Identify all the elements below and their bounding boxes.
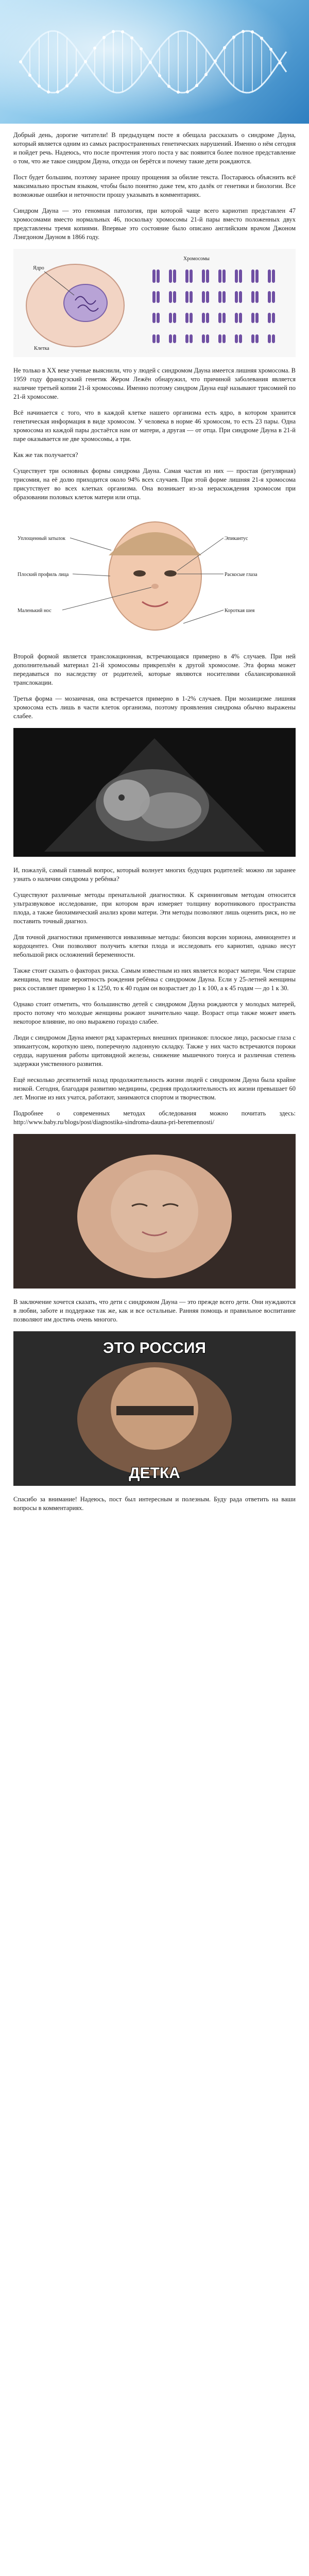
chromosome <box>152 334 156 343</box>
dna-node <box>28 74 31 77</box>
meme-image <box>13 1331 296 1486</box>
meme-bottom-text: ДЕТКА <box>129 1465 180 1482</box>
feature-label: Плоский профиль лица <box>18 572 69 578</box>
chromosome <box>206 291 209 303</box>
article-paragraph: Третья форма — мозаичная, она встречается примерно в 1-2% случаев. При мозаицизме лишняя хромосома есть лишь в части клеток организма, поэтому проявления синдрома обычно выражены слабее. <box>13 695 296 720</box>
chromosome <box>235 334 238 343</box>
dna-illustration <box>0 0 309 124</box>
chromosome <box>222 269 226 283</box>
chromosome <box>157 269 160 283</box>
article-paragraph: Пост будет большим, поэтому заранее прошу прощения за обилие текста. Постараюсь объяснить всё максимально простым языком, чтобы было понятно даже тем, кто далёк от генетики и биологии. Все возможные ошибки и неточности прошу указывать в комментариях. <box>13 174 296 198</box>
chromosome <box>157 291 160 303</box>
chromosome <box>169 334 172 343</box>
article-paragraph: Подробнее о современных методах обследования можно почитать здесь: http://www.baby.ru/blogs/post/diagnostika-sindroma-dauna-pri-beremennosti/ <box>13 1110 296 1126</box>
feature-label: Маленький нос <box>18 608 52 614</box>
chromosome <box>272 269 275 283</box>
chromosome <box>152 269 156 283</box>
chromosome <box>185 313 188 323</box>
meme-figure <box>13 1331 296 1486</box>
dna-node <box>140 47 143 50</box>
dna-node <box>130 37 133 40</box>
dna-node <box>84 60 87 63</box>
article-paragraph: Синдром Дауна — это геномная патология, при которой чаще всего кариотип представлен 47 хромосомами вместо нормальных 46, поскольку хромосомы 21-й пары вместо положенных двух представлены тремя копиями. Впервые это состояние было описано английским врачом Джоном Лэнгдоном Дауном в 1866 году. <box>13 207 296 241</box>
dna-node <box>56 90 59 93</box>
chromosome <box>185 334 188 343</box>
chromosome <box>239 334 242 343</box>
chromosome <box>255 313 259 323</box>
chromosome <box>268 334 271 343</box>
chromosome <box>235 291 238 303</box>
child-features-figure <box>13 509 296 643</box>
child-features-illustration <box>13 509 296 643</box>
newborn-illustration <box>13 1134 296 1289</box>
chromosome <box>239 313 242 323</box>
dna-node <box>232 36 235 39</box>
dna-node <box>149 61 152 64</box>
chromosome <box>251 313 254 323</box>
chromosome <box>272 313 275 323</box>
dna-node <box>242 30 245 33</box>
dna-node <box>158 74 161 77</box>
chromosome <box>157 334 160 343</box>
dna-node <box>269 48 272 51</box>
chromosome <box>222 334 226 343</box>
chromosome <box>268 291 271 303</box>
chromosome <box>218 334 221 343</box>
dna-node <box>204 73 208 76</box>
article-paragraph: Второй формой является транслокационная, встречающаяся примерно в 4% случаев. При ней дополнительный материал 21-й хромосомы прикреплён к другой хромосоме. Эта форма может передаваться по наследству от родителей, которые являются носителями сбалансированной транслокации. <box>13 653 296 686</box>
chromosome <box>190 313 193 323</box>
chromosome <box>169 291 172 303</box>
chromosome <box>268 313 271 323</box>
article-paragraph: В заключение хочется сказать, что дети с синдромом Дауна — это прежде всего дети. Они нуждаются в любви, заботе и поддержке так же, как и все остальные. Ранняя помощь и правильное воспитание позволяют им достичь очень многого. <box>13 1298 296 1323</box>
dna-node <box>65 84 68 88</box>
chromosome <box>202 313 205 323</box>
karyotype-figure <box>13 249 296 357</box>
chromosome <box>218 269 221 283</box>
chromosome <box>235 269 238 283</box>
nucleus-label: Ядро <box>33 265 44 271</box>
chromosome <box>173 313 176 323</box>
chromosome <box>190 334 193 343</box>
chromosome <box>235 313 238 323</box>
chromosome <box>157 313 160 323</box>
chromosome <box>239 291 242 303</box>
ultrasound-figure <box>13 728 296 857</box>
chromosome <box>239 269 242 283</box>
chromosome <box>173 269 176 283</box>
article-paragraph: Спасибо за внимание! Надеюсь, пост был интересным и полезным. Буду рада ответить на ваши вопросы в комментариях. <box>13 1496 296 1512</box>
chromosome <box>202 269 205 283</box>
chromosome <box>255 291 259 303</box>
chromosome <box>152 291 156 303</box>
article-body <box>0 124 309 1513</box>
dna-node <box>167 85 170 88</box>
article-paragraph: Существуют различные методы пренатальной диагностики. К скрининговым методам относится ультразвуковое исследование, при котором врач измеряет толщину воротникового пространства плода, а также биохимический анализ крови матери. Эти методы позволяют лишь оценить риск, но не поставить точный диагноз. <box>13 891 296 925</box>
chromosome <box>206 269 209 283</box>
dna-node <box>260 37 263 40</box>
feature-label: Короткая шея <box>225 608 255 614</box>
chromosome <box>152 313 156 323</box>
chromosome <box>222 313 226 323</box>
dna-node <box>195 84 198 87</box>
meme-top-text: ЭТО РОССИЯ <box>103 1340 206 1357</box>
dna-node <box>279 61 282 64</box>
chromosome <box>190 269 193 283</box>
dna-node <box>177 91 180 94</box>
article-paragraph: Как же так получается? <box>13 451 78 459</box>
dna-node <box>102 36 106 39</box>
feature-label: Уплощенный затылок <box>18 536 66 541</box>
dna-node <box>47 91 50 94</box>
chromosome <box>255 334 259 343</box>
chromosome <box>255 269 259 283</box>
article-paragraph: Существует три основных формы синдрома Дауна. Самая частая из них — простая (регулярная) трисомия, на её долю приходится около 94% всех случаев. При этой форме лишняя 21-я хромосома присутствует во всех клетках организма. Она возникает из-за нерасхождения хромосом при образовании половых клеток матери или отца. <box>13 467 296 501</box>
chromosome <box>206 313 209 323</box>
ultrasound-illustration <box>13 728 296 857</box>
chromosome <box>268 269 271 283</box>
chromosome <box>251 334 254 343</box>
chromosome <box>173 334 176 343</box>
feature-label: Раскосые глаза <box>225 572 258 578</box>
article-paragraph: И, пожалуй, самый главный вопрос, который волнует многих будущих родителей: можно ли заранее узнать о наличии синдрома у ребёнка? <box>13 867 296 883</box>
chromosome <box>190 291 193 303</box>
article-paragraph: Не только в XX веке ученые выяснили, что у людей с синдромом Дауна имеется лишняя хромосома. В 1959 году французский генетик Жером Лежён обнаружил, что причиной заболевания является наличие третьей копии 21-й хромосомы. Именно поэтому синдром Дауна ещё называют трисомией по 21-й хромосоме. <box>13 367 296 400</box>
dna-node <box>112 30 115 33</box>
newborn-figure <box>13 1134 296 1289</box>
chromosome <box>185 269 188 283</box>
chromosome <box>202 334 205 343</box>
dna-node <box>75 74 78 77</box>
dna-node <box>19 60 22 63</box>
nucleus-illustration <box>64 284 107 321</box>
dna-node <box>93 46 96 49</box>
chromosome <box>251 269 254 283</box>
chromosome <box>222 291 226 303</box>
article-paragraph: Для точной диагностики применяются инвазивные методы: биопсия ворсин хориона, амниоцентез и кордоцентез. Они позволяют получить клетки плода и исследовать его кариотип, однако несут небольшой риск осложнений беременности. <box>13 934 296 958</box>
dna-node <box>251 30 254 33</box>
karyotype-illustration <box>13 249 296 357</box>
article-paragraph: Однако стоит отметить, что большинство детей с синдромом Дауна рождаются у молодых матерей, просто потому что молодые женщины рожают значительно чаще. Возраст отца также может иметь некоторое влияние, но оно выражено гораздо слабее. <box>13 1001 296 1025</box>
article-paragraph: Люди с синдромом Дауна имеют ряд характерных внешних признаков: плоское лицо, раскосые глаза с эпикантусом, короткую шею, поперечную ладонную складку. Также у них часто встречаются пороки сердца, нарушения работы щитовидной железы, снижение мышечного тонуса и различная степень задержки умственного развития. <box>13 1034 296 1067</box>
chromosome <box>272 291 275 303</box>
dna-node <box>121 30 124 33</box>
chromosome <box>218 313 221 323</box>
chromosome <box>206 334 209 343</box>
cell-label: Клетка <box>34 346 49 351</box>
article-paragraph: Ещё несколько десятилетий назад продолжительность жизни людей с синдромом Дауна была крайне низкой. Сегодня, благодаря развитию медицины, средняя продолжительность их жизни превышает 60 лет. Многие из них учатся, работают, занимаются спортом и творчеством. <box>13 1076 296 1101</box>
feature-label: Эпикантус <box>225 536 248 541</box>
chromosome <box>202 291 205 303</box>
chromosome <box>185 291 188 303</box>
article-paragraph: Всё начинается с того, что в каждой клетке нашего организма есть ядро, в котором хранится генетическая информация в виде хромосом. У человека в норме 46 хромосом, то есть 23 пары. Одна хромосома из каждой пары достаётся нам от матери, а другая — от отца. При синдроме Дауна в 21-й паре оказывается не две хромосомы, а три. <box>13 409 296 443</box>
article-paragraph: Добрый день, дорогие читатели! В предыдущем посте я обещала рассказать о синдроме Дауна, который является одним из самых распространенных генетических нарушений. Именно о нём сегодня и пойдет речь. Надеюсь, что после прочтения этого поста у вас появится более полное представление о том, что же такое синдром Дауна, откуда он берётся и почему такие дети рождаются. <box>13 131 296 165</box>
dna-hero-image <box>0 0 309 124</box>
article-paragraph: Также стоит сказать о факторах риска. Самым известным из них является возраст матери. Чем старше женщина, тем выше вероятность рождения ребёнка с синдромом Дауна. Если у 25-летней женщины риск составляет примерно 1 к 1250, то к 40 годам он возрастает до 1 к 100, а к 45 годам — до 1 к 30. <box>13 967 296 992</box>
chromosome <box>218 291 221 303</box>
dna-node <box>223 46 226 49</box>
chromosome <box>169 313 172 323</box>
chromosome <box>251 291 254 303</box>
chromosome <box>272 334 275 343</box>
dna-node <box>214 60 217 63</box>
chromosome <box>173 291 176 303</box>
dna-node <box>38 84 41 88</box>
dna-node <box>186 90 189 93</box>
chromosome <box>169 269 172 283</box>
chromosomes-label: Хромосомы <box>183 256 210 262</box>
